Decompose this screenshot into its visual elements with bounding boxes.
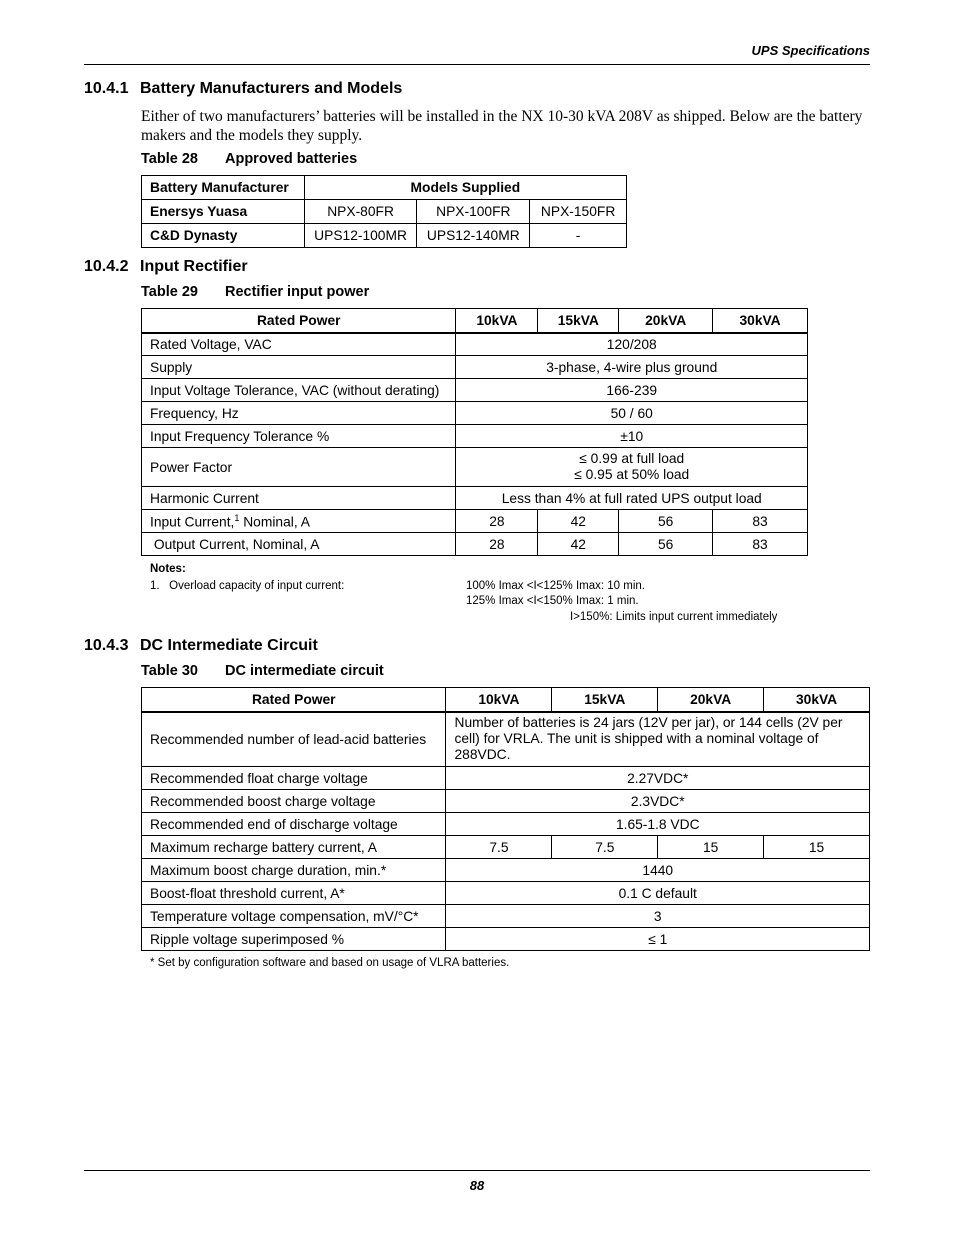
model-cell: NPX-80FR [304,200,417,224]
row-label: Output Current, Nominal, A [142,533,456,556]
table-row [142,224,627,248]
table-row [142,487,808,510]
footnote-ref: 1 [234,512,240,523]
table-title: Rectifier input power [225,284,370,300]
table-row [142,882,870,905]
row-label: Harmonic Current [142,487,456,510]
row-value [456,448,808,487]
value-cell: 56 [619,533,713,556]
row-value: 0.1 C default [446,882,870,905]
table-row [142,356,808,379]
model-cell: NPX-100FR [417,200,530,224]
row-label: Supply [142,356,456,379]
table-number: Table 29 [141,284,198,300]
table-number: Table 28 [141,151,198,167]
table-row [142,859,870,882]
table-30-footnote: * Set by configuration software and based on usage of VLRA batteries. [150,957,510,969]
pf-half-load: ≤ 0.95 at 50% load [574,467,690,482]
value-cell: 83 [713,510,808,533]
table-row [142,767,870,790]
value-cell: 7.5 [552,836,658,859]
header-cell: 20kVA [619,309,713,333]
header-section-title: UPS Specifications [751,43,870,58]
manufacturer-cell: Enersys Yuasa [142,200,305,224]
table-row [142,790,870,813]
manufacturer-cell: C&D Dynasty [142,224,305,248]
overload-line-3: I>150%: Limits input current immediately [570,611,778,623]
table-29-caption [141,284,369,300]
row-value: Less than 4% at full rated UPS output load [456,487,808,510]
value-cell: 15 [764,836,870,859]
model-cell: UPS12-140MR [417,224,530,248]
header-cell: 30kVA [713,309,808,333]
model-cell: NPX-150FR [530,200,627,224]
value-cell: 15 [658,836,764,859]
notes-title: Notes: [150,563,186,575]
table-header-row [142,688,870,712]
row-label: Input Frequency Tolerance % [142,425,456,448]
pf-full-load: ≤ 0.99 at full load [579,451,685,466]
row-label: Recommended number of lead-acid batteries [142,712,446,767]
table-row [142,905,870,928]
value-cell: 28 [456,533,538,556]
label-part: Nominal, A [239,514,310,530]
table-row [142,510,808,533]
row-value: ±10 [456,425,808,448]
header-cell: Models Supplied [304,176,626,200]
table-header-row [142,309,808,333]
table-30-caption [141,663,384,679]
row-label [142,510,456,533]
section-number: 10.4.2 [84,258,129,275]
row-value: 166-239 [456,379,808,402]
row-value: ≤ 1 [446,928,870,951]
row-label: Maximum recharge battery current, A [142,836,446,859]
section-heading-10-4-2 [84,258,248,276]
row-label: Recommended boost charge voltage [142,790,446,813]
header-cell: Rated Power [142,688,446,712]
value-cell: 42 [538,510,619,533]
section-title: DC Intermediate Circuit [140,637,318,654]
row-value: 120/208 [456,333,808,356]
table-row [142,200,627,224]
overload-line-1: 100% Imax <I<125% Imax: 10 min. [466,580,645,592]
value-cell: 42 [538,533,619,556]
row-label: Rated Voltage, VAC [142,333,456,356]
header-cell: Rated Power [142,309,456,333]
page-footer [84,1170,870,1193]
row-label: Recommended float charge voltage [142,767,446,790]
header-cell: 30kVA [764,688,870,712]
row-label: Recommended end of discharge voltage [142,813,446,836]
header-cell: 20kVA [658,688,764,712]
dc-intermediate-circuit-table [141,687,870,951]
header-cell: 10kVA [446,688,552,712]
row-value: 3-phase, 4-wire plus ground [456,356,808,379]
section-heading-10-4-3 [84,637,318,655]
row-label: Input Voltage Tolerance, VAC (without derating) [142,379,456,402]
section-title: Input Rectifier [140,258,248,275]
row-value: Number of batteries is 24 jars (12V per jar), or 144 cells (2V per cell) for VRLA. The unit is shipped with a nominal voltage of 288VDC. [446,712,870,767]
note-1: 1. Overload capacity of input current: [150,580,345,592]
header-cell: 15kVA [538,309,619,333]
page-header [84,42,870,65]
section-title: Battery Manufacturers and Models [140,80,403,97]
section-heading-10-4-1 [84,80,402,98]
row-value: 1.65-1.8 VDC [446,813,870,836]
header-cell: 10kVA [456,309,538,333]
table-row [142,402,808,425]
row-label: Maximum boost charge duration, min.* [142,859,446,882]
table-row [142,448,808,487]
row-value: 2.3VDC* [446,790,870,813]
row-label: Ripple voltage superimposed % [142,928,446,951]
value-cell: 83 [713,533,808,556]
row-label: Power Factor [142,448,456,487]
table-row [142,333,808,356]
table-28-caption [141,151,357,167]
overload-line-2: 125% Imax <I<150% Imax: 1 min. [466,595,639,607]
header-cell: 15kVA [552,688,658,712]
section-number: 10.4.3 [84,637,129,654]
page-number: 88 [469,1178,485,1193]
table-row [142,425,808,448]
table-row [142,379,808,402]
table-number: Table 30 [141,663,198,679]
row-label: Boost-float threshold current, A* [142,882,446,905]
row-value: 1440 [446,859,870,882]
row-value: 50 / 60 [456,402,808,425]
row-label: Temperature voltage compensation, mV/°C* [142,905,446,928]
model-cell: - [530,224,627,248]
table-row [142,533,808,556]
table-row [142,813,870,836]
table-row [142,836,870,859]
table-title: DC intermediate circuit [225,663,384,679]
label-part: Input Current, [150,514,235,530]
value-cell: 56 [619,510,713,533]
table-row [142,712,870,767]
section-number: 10.4.1 [84,80,129,97]
table-title: Approved batteries [225,151,358,167]
section-paragraph: Either of two manufacturers’ batteries will be installed in the NX 10-30 kVA 208V as shipped. Below are the battery makers and the models they supply. [141,108,863,144]
model-cell: UPS12-100MR [304,224,417,248]
table-header-row [142,176,627,200]
rectifier-input-power-table [141,308,808,556]
table-row [142,928,870,951]
row-value: 2.27VDC* [446,767,870,790]
value-cell: 28 [456,510,538,533]
header-cell: Battery Manufacturer [142,176,305,200]
approved-batteries-table [141,175,627,248]
row-label: Frequency, Hz [142,402,456,425]
value-cell: 7.5 [446,836,552,859]
row-value: 3 [446,905,870,928]
